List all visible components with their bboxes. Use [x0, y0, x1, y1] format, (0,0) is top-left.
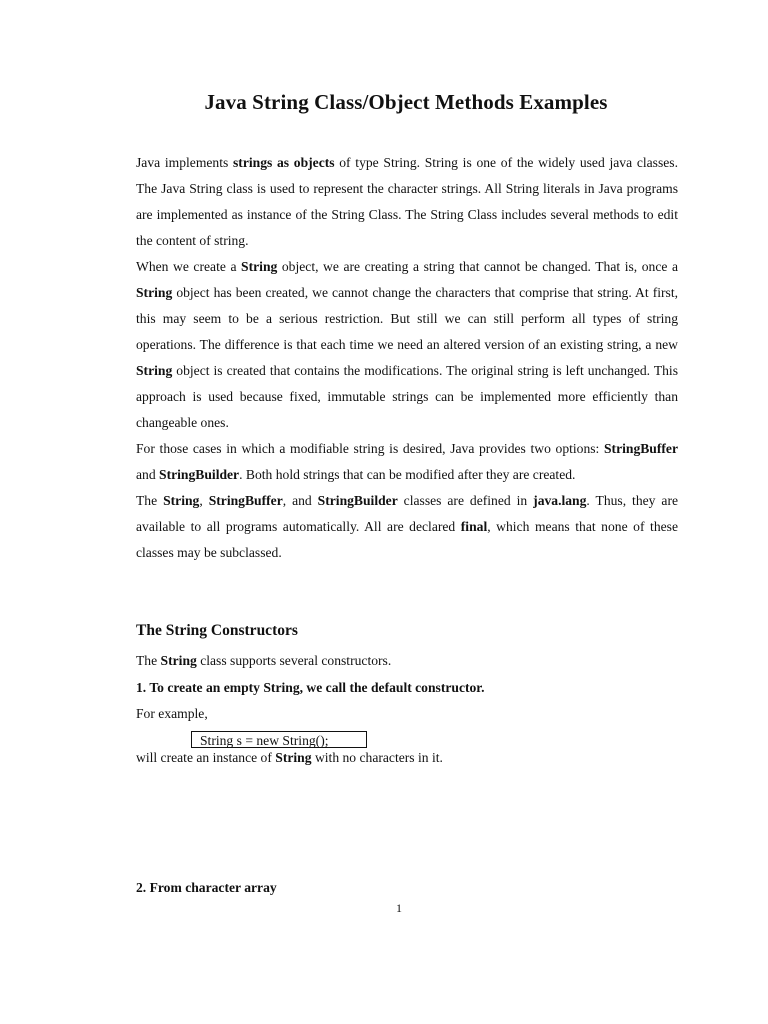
page-title: Java String Class/Object Methods Examples: [204, 90, 608, 114]
section-heading-constructors: The String Constructors: [136, 622, 298, 639]
constructors-intro: The String class supports several constructors.: [136, 653, 392, 668]
code-snippet-box: String s = new String();: [191, 731, 367, 748]
example-label: For example,: [136, 706, 208, 721]
intro-section: [136, 150, 678, 566]
intro-paragraph-2: When we create a String object, we are creating a string that cannot be changed. That is, once a String object has been created, we cannot change the characters that comprise that string. At first, this may seem to be a serious restriction. But still we can still perform all types of string operations. The difference is that each time we need an altered version of an existing string, a new String object is created that contains the modifications. The original string is left unchanged. This approach is used because fixed, immutable strings can be implemented more efficiently than changeable ones.: [136, 259, 679, 430]
intro-paragraph-3: For those cases in which a modifiable string is desired, Java provides two options: StringBuffer and StringBuilder. Both hold strings that can be modified after they are created.: [136, 441, 678, 482]
page-number: 1: [396, 901, 402, 915]
example-result: will create an instance of String with no characters in it.: [136, 750, 443, 765]
intro-paragraph-4: The String, StringBuffer, and StringBuilder classes are defined in java.lang. Thus, they are available to all programs automatically. All are declared final, which means that none of these classes may be subclassed.: [136, 493, 679, 560]
intro-paragraph-1: Java implements strings as objects of type String. String is one of the widely used java classes. The Java String class is used to represent the character strings. All String literals in Java programs are implemented as instance of the String Class. The String Class includes several methods to edit the content of string.: [136, 155, 678, 248]
item-2-heading: 2. From character array: [136, 880, 277, 895]
item-1-heading: 1. To create an empty String, we call the default constructor.: [136, 680, 485, 695]
